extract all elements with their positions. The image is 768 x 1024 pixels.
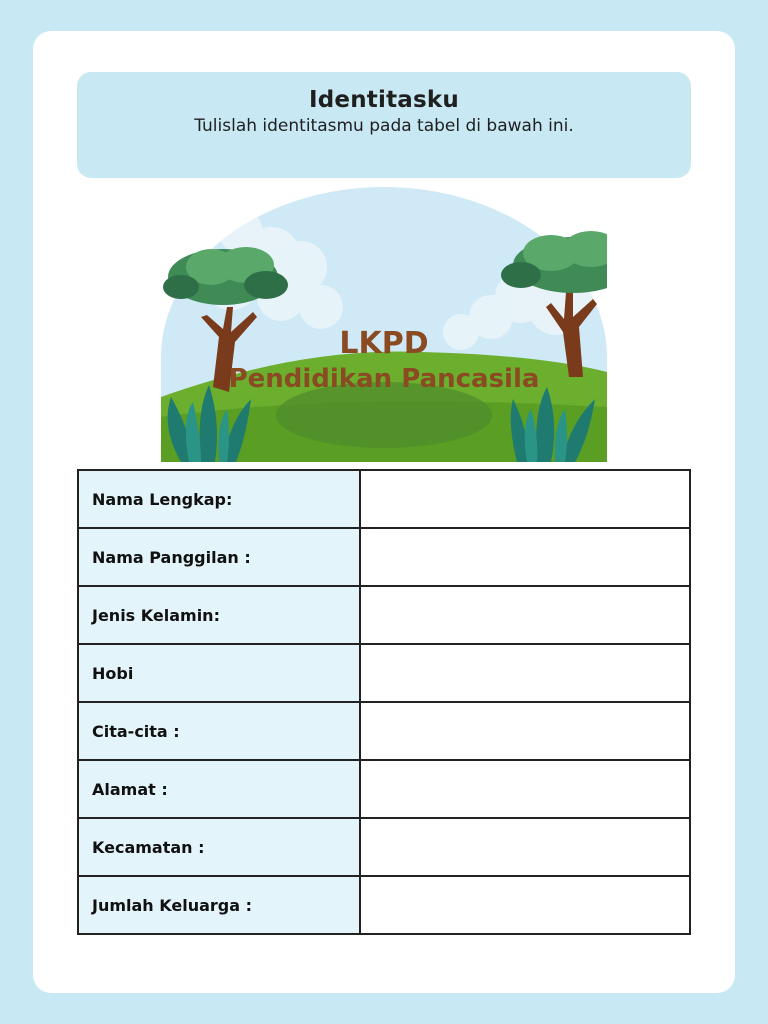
row-label: Hobi	[78, 644, 360, 702]
row-value-field[interactable]	[360, 818, 690, 876]
row-value-field[interactable]	[360, 586, 690, 644]
row-value-field[interactable]	[360, 470, 690, 528]
landscape-illustration	[161, 187, 607, 462]
row-value-field[interactable]	[360, 644, 690, 702]
row-value-field[interactable]	[360, 702, 690, 760]
row-label: Alamat :	[78, 760, 360, 818]
header-box	[77, 72, 691, 178]
table-row	[78, 876, 690, 934]
row-label: Nama Panggilan :	[78, 528, 360, 586]
identity-table-body	[78, 470, 690, 934]
table-row	[78, 528, 690, 586]
banner-title: LKPD	[339, 326, 429, 361]
table-row	[78, 644, 690, 702]
row-value-field[interactable]	[360, 760, 690, 818]
banner-subtitle: Pendidikan Pancasila	[228, 364, 540, 394]
identity-table	[77, 469, 691, 935]
table-row	[78, 586, 690, 644]
page-title: Identitasku	[309, 87, 459, 113]
table-row	[78, 760, 690, 818]
row-value-field[interactable]	[360, 528, 690, 586]
row-label: Cita-cita :	[78, 702, 360, 760]
table-row	[78, 702, 690, 760]
table-row	[78, 818, 690, 876]
banner-illustration	[161, 187, 607, 462]
row-label: Nama Lengkap:	[78, 470, 360, 528]
worksheet-card	[33, 31, 735, 993]
row-label: Kecamatan :	[78, 818, 360, 876]
row-label: Jumlah Keluarga :	[78, 876, 360, 934]
page-instructions: Tulislah identitasmu pada tabel di bawah ini.	[194, 116, 574, 136]
row-label: Jenis Kelamin:	[78, 586, 360, 644]
row-value-field[interactable]	[360, 876, 690, 934]
table-row	[78, 470, 690, 528]
